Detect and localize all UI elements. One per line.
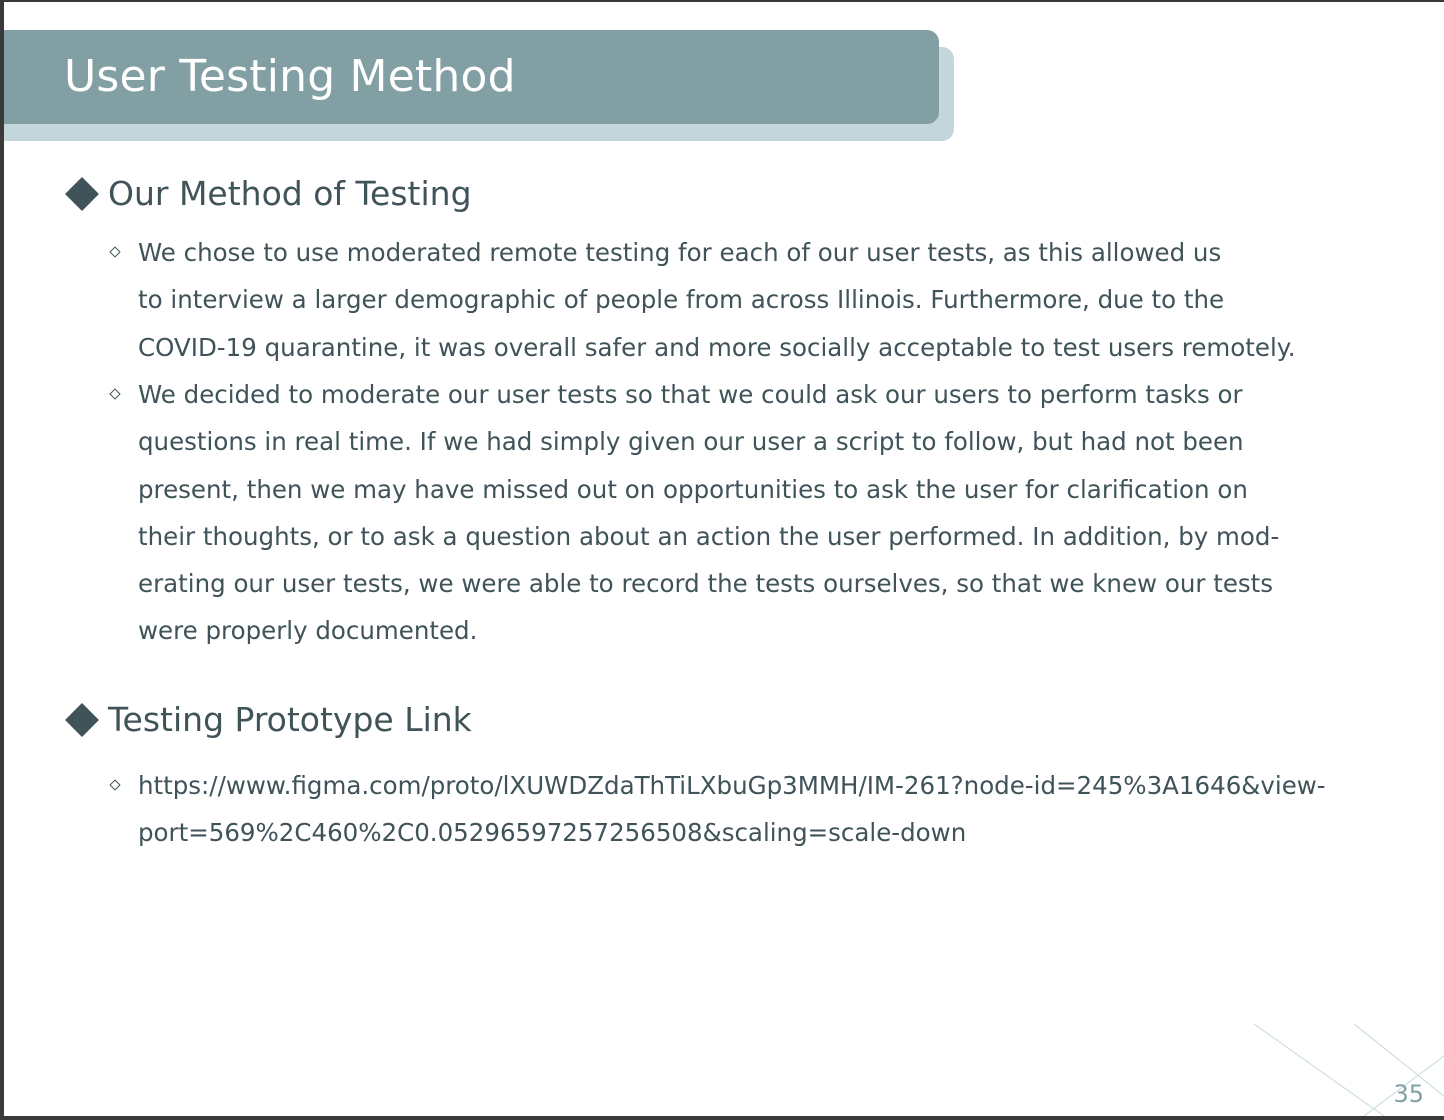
section-title: Testing Prototype Link bbox=[108, 700, 472, 739]
diamond-bullet-icon bbox=[65, 703, 99, 737]
text-line: COVID-19 quarantine, it was overall safer and more socially acceptable to test users remotely. bbox=[138, 332, 1296, 362]
page-number: 35 bbox=[1393, 1080, 1424, 1108]
bullet-text bbox=[138, 229, 1348, 371]
slide-page bbox=[4, 2, 1444, 1116]
prototype-link[interactable] bbox=[138, 762, 1348, 857]
section-heading-method bbox=[64, 174, 472, 214]
link-line[interactable]: port=569%2C460%2C0.05296597257256508&scaling=scale-down bbox=[138, 818, 967, 848]
link-line[interactable]: https://www.figma.com/proto/lXUWDZdaThTiLXbuGp3MMH/IM-261?node-id=245%3A1646&view- bbox=[138, 771, 1326, 800]
bullet-text bbox=[138, 371, 1348, 655]
text-line: were properly documented. bbox=[138, 616, 478, 646]
text-line: erating our user tests, we were able to record the tests ourselves, so that we knew our tests bbox=[138, 569, 1274, 599]
hollow-diamond-bullet-icon bbox=[109, 246, 120, 257]
diamond-bullet-icon bbox=[65, 177, 99, 211]
text-line: present, then we may have missed out on opportunities to ask the user for clarification on bbox=[138, 474, 1248, 504]
hollow-diamond-bullet-icon bbox=[109, 779, 120, 790]
text-line: their thoughts, or to ask a question about an action the user performed. In addition, by mod- bbox=[138, 521, 1280, 551]
section-title: Our Method of Testing bbox=[108, 174, 472, 213]
slide-title: User Testing Method bbox=[64, 51, 516, 102]
text-line: to interview a larger demographic of people from across Illinois. Furthermore, due to the bbox=[138, 285, 1225, 315]
text-line: questions in real time. If we had simply given our user a script to follow, but had not been bbox=[138, 427, 1244, 457]
text-line: We chose to use moderated remote testing for each of our user tests, as this allowed us bbox=[138, 238, 1222, 267]
text-line: We decided to moderate our user tests so that we could ask our users to perform tasks or bbox=[138, 380, 1243, 409]
section-heading-prototype-link bbox=[64, 700, 472, 740]
hollow-diamond-bullet-icon bbox=[109, 388, 120, 399]
